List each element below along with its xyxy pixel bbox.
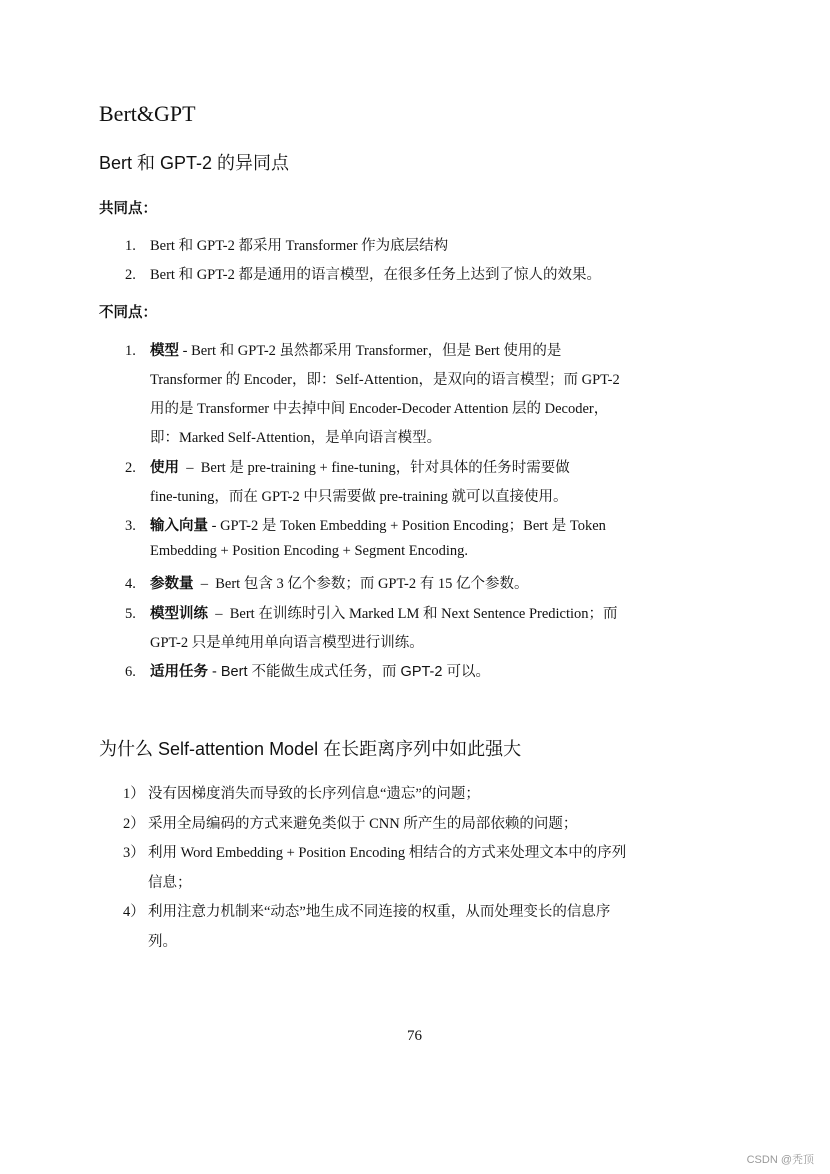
list-number: 3. (125, 518, 136, 534)
section-heading-self-attention: 为什么 Self-attention Model 在长距离序列中如此强大 (99, 739, 522, 759)
difference-item-1-line-3: 用的是 Transformer 中去掉中间 Encoder-Decoder Attention 层的 Decoder， (150, 401, 609, 417)
list-text: 采用全局编码的方式来避免类似于 CNN 所产生的局部依赖的问题； (148, 816, 578, 832)
list-text: Bert 和 GPT-2 都是通用的语言模型，在很多任务上达到了惊人的效果。 (150, 267, 601, 283)
difference-item-2 (125, 456, 570, 477)
list-text: – Bert 是 pre-training + fine-tuning，针对具体的任务时需要做 (179, 460, 570, 476)
reason-item-4-line-2: 列。 (148, 934, 177, 950)
list-text: – Bert 包含 3 亿个参数；而 GPT-2 有 15 亿个参数。 (193, 576, 529, 592)
page-number: 76 (407, 1028, 422, 1044)
difference-item-1-line-4: 即：Marked Self-Attention，是单向语言模型。 (150, 430, 442, 446)
reason-item-4 (123, 900, 610, 921)
list-text: 没有因梯度消失而导致的长序列信息“遗忘”的问题； (148, 786, 480, 802)
difference-item-4 (125, 572, 528, 593)
keyword: 模型训练 (150, 606, 208, 622)
differences-label: 不同点： (99, 305, 157, 321)
list-number: 4. (125, 576, 136, 592)
difference-item-2-line-2: fine-tuning，而在 GPT-2 中只需要做 pre-training 就可以直接使用。 (150, 489, 568, 505)
list-number: 1. (125, 238, 136, 254)
list-number: 6. (125, 664, 136, 680)
document-title: Bert&GPT (99, 101, 196, 126)
difference-item-1 (125, 339, 561, 360)
reason-item-1 (123, 782, 480, 803)
list-number: 5. (125, 606, 136, 622)
keyword: 适用任务 (150, 664, 208, 680)
difference-item-5-line-2: GPT-2 只是单纯用单向语言模型进行训练。 (150, 635, 424, 651)
list-text: - Bert 和 GPT-2 虽然都采用 Transformer，但是 Bert 使用的是 (179, 343, 562, 359)
watermark: CSDN @秃顶 (746, 1154, 814, 1166)
difference-item-3-line-2: Embedding + Position Encoding + Segment Encoding. (150, 543, 469, 559)
keyword: 输入向量 (150, 518, 208, 534)
list-number: 2. (125, 460, 136, 476)
list-text: – Bert 在训练时引入 Marked LM 和 Next Sentence Prediction；而 (208, 606, 618, 622)
list-number: 4） (123, 904, 145, 920)
keyword: 使用 (150, 460, 179, 476)
similarity-item-1 (125, 234, 448, 255)
list-number: 1） (123, 786, 145, 802)
keyword: 参数量 (150, 576, 194, 592)
list-number: 1. (125, 343, 136, 359)
reason-item-2 (123, 812, 577, 833)
keyword: 模型 (150, 343, 179, 359)
list-text: - GPT-2 是 Token Embedding + Position Encoding；Bert 是 Token (208, 518, 606, 534)
similarity-item-2 (125, 263, 601, 284)
similarities-label: 共同点： (99, 201, 157, 217)
difference-item-1-line-2: Transformer 的 Encoder，即：Self-Attention，是双向的语言模型；而 GPT-2 (150, 372, 620, 388)
list-number: 2） (123, 816, 145, 832)
list-text: - Bert 不能做生成式任务，而 GPT-2 可以。 (208, 664, 490, 680)
reason-item-3-line-2: 信息； (148, 875, 192, 891)
list-number: 2. (125, 267, 136, 283)
list-text: 利用注意力机制来“动态”地生成不同连接的权重，从而处理变长的信息序 (148, 904, 611, 920)
list-text: 利用 Word Embedding + Position Encoding 相结合的方式来处理文本中的序列 (148, 845, 627, 861)
section-heading-bert-gpt2: Bert 和 GPT-2 的异同点 (99, 153, 290, 173)
reason-item-3 (123, 841, 626, 862)
list-text: Bert 和 GPT-2 都采用 Transformer 作为底层结构 (150, 238, 449, 254)
difference-item-6 (125, 660, 490, 681)
difference-item-5 (125, 602, 618, 623)
difference-item-3 (125, 514, 606, 535)
list-number: 3） (123, 845, 145, 861)
